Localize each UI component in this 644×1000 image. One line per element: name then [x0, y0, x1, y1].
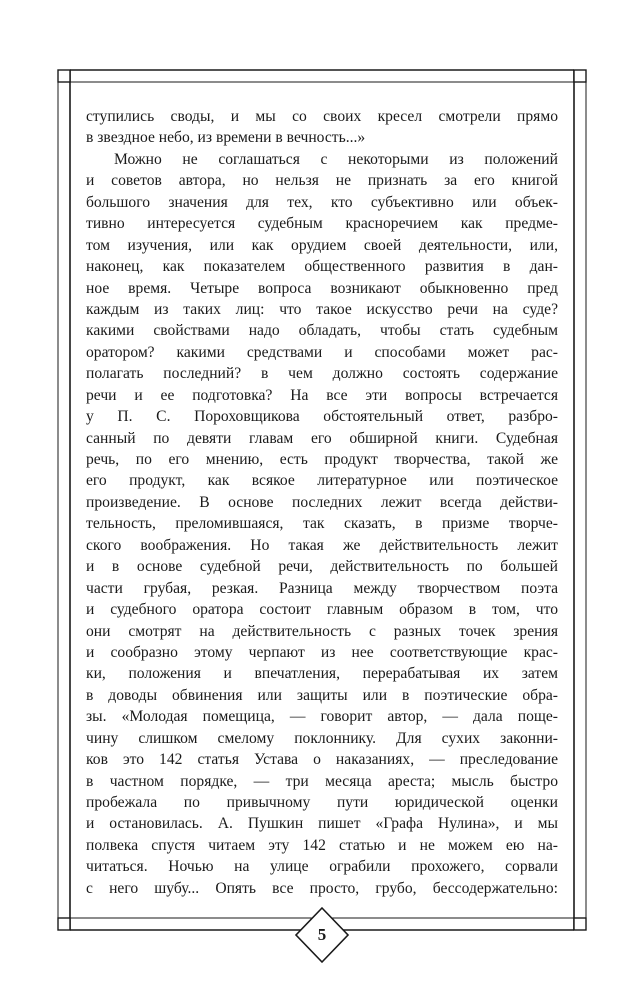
- text-line: какими свойствами надо обладать, чтобы стать судебным: [86, 322, 558, 340]
- text-line: тивно интересуется судебным красноречием как предме-: [86, 215, 558, 233]
- text-line: его продукт, как всякое литературное или поэтическое: [86, 472, 558, 490]
- text-line: пробежала по привычному пути юридической оценки: [86, 794, 558, 811]
- text-line: ского воображения. Но такая же действительность лежит: [86, 536, 558, 554]
- body-text: [86, 106, 558, 899]
- text-line: оратором? какими средствами и способами может рас-: [86, 343, 558, 361]
- text-line: и советов автора, но нельзя не признать за его книгой: [86, 172, 558, 190]
- text-line: чину слишком смелому поклоннику. Для сухих законни-: [86, 729, 558, 747]
- text-line: у П. С. Пороховщикова обстоятельный ответ, разбро-: [86, 408, 558, 426]
- text-line: ное время. Четыре вопроса возникают обыкновенно пред: [86, 279, 558, 297]
- text-line: санный по девяти главам его обширной книги. Судебная: [86, 429, 558, 447]
- text-line: читаться. Ночью на улице ограбили прохожего, сорвали: [86, 858, 558, 876]
- text-line: наконец, как показателем общественного развития в дан-: [86, 258, 558, 276]
- text-line: речь, по его мнению, есть продукт творчества, такой же: [86, 451, 558, 468]
- text-line: произведение. В основе последних лежит всегда действи-: [86, 493, 558, 511]
- text-line: и в основе судебной речи, действительность по большей: [86, 558, 558, 576]
- text-line: полагать последний? в чем должно состоять содержание: [86, 365, 558, 383]
- text-line: части грубая, резкая. Разница между творчеством поэта: [86, 579, 558, 597]
- text-line: ки, положения и впечатления, перерабатывая их затем: [86, 665, 558, 683]
- text-line: ступились своды, и мы со своих кресел смотрели прямо: [86, 108, 558, 125]
- text-line: полвека спустя читаем эту 142 статью и не можем ею на-: [86, 836, 558, 854]
- text-line: и судебного оратора состоит главным образом в том, что: [86, 601, 558, 619]
- page-number: 5: [317, 925, 327, 944]
- text-line: зы. «Молодая помещица, — говорит автор, — дала поще-: [86, 708, 558, 726]
- text-line: Можно не соглашаться с некоторыми из положений: [114, 150, 558, 168]
- text-line: речи и ее подготовка? На все эти вопросы встречается: [86, 386, 558, 404]
- text-line: тельность, преломившаяся, так сказать, в призме творче-: [86, 515, 558, 533]
- text-line: в доводы обвинения или защиты или в поэтические обра-: [86, 686, 558, 704]
- text-line: они смотрят на действительность с разных точек зрения: [86, 622, 558, 640]
- text-line: и сообразно этому черпают из нее соответствующие крас-: [86, 643, 558, 661]
- text-line: большого значения для тех, кто субъективно или объек-: [86, 193, 558, 211]
- text-line: в звездное небо, из времени в вечность...»: [86, 129, 366, 147]
- text-line: и остановилась. А. Пушкин пишет «Графа Нулина», и мы: [86, 815, 558, 833]
- text-line: в частном порядке, — три месяца ареста; мысль быстро: [86, 772, 558, 790]
- text-line: с него шубу... Опять все просто, грубо, бессодержательно:: [86, 879, 558, 897]
- text-line: ков это 142 статья Устава о наказаниях, — преследование: [86, 751, 558, 769]
- text-line: каждым из таких лиц: что такое искусство речи на суде?: [86, 300, 558, 318]
- text-line: том изучения, или как орудием своей деятельности, или,: [86, 236, 558, 254]
